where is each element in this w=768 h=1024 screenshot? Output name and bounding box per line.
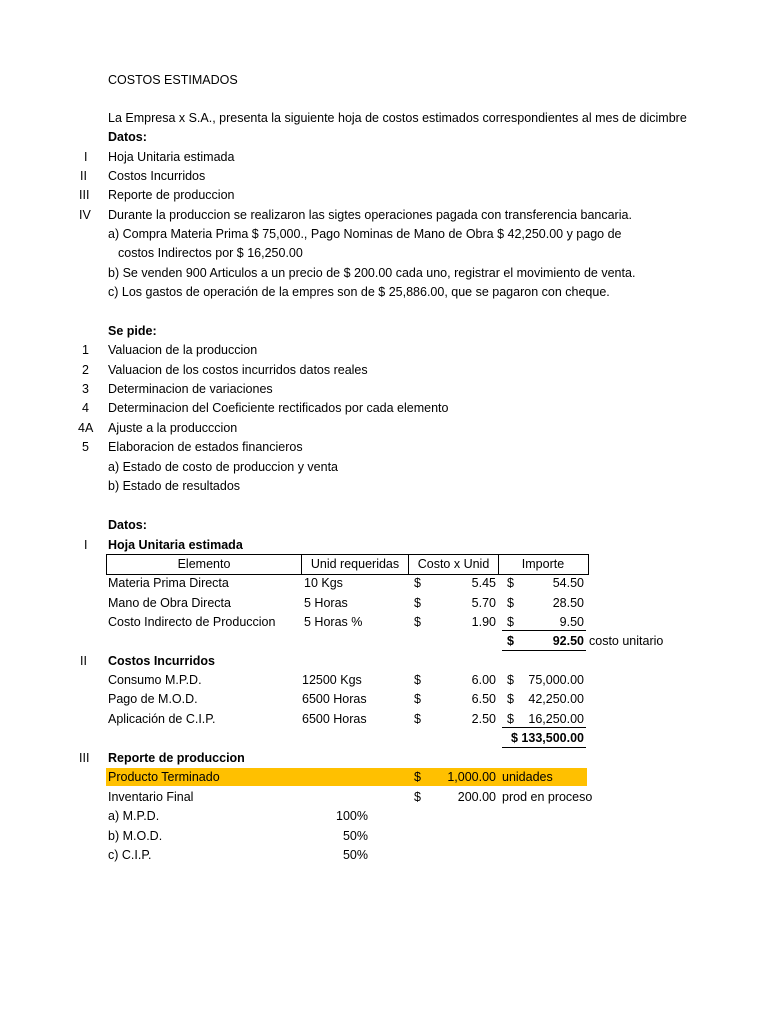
table-row-costo: 6.50 (471, 692, 496, 706)
table-row-importe: 42,250.00 (528, 692, 584, 706)
table-row-costo: 5.45 (471, 576, 496, 590)
table-row-importe: 28.50 (552, 596, 584, 610)
operation-b: b) Se venden 900 Articulos a un precio de $ 200.00 cada uno, registrar el movimiento de venta. (108, 266, 636, 280)
pct-value: 50% (342, 848, 368, 862)
section3-heading: Reporte de produccion (108, 751, 245, 765)
table-row-unid: 6500 Horas (302, 692, 367, 706)
operation-c: c) Los gastos de operación de la empres son de $ 25,886.00, que se pagaron con cheque. (108, 285, 610, 299)
currency-symbol: $ (507, 712, 514, 726)
producto-terminado-value: 1,000.00 (447, 770, 496, 784)
se-pide-item-1: Valuacion de la produccion (108, 343, 258, 357)
inventario-final-value: 200.00 (457, 790, 496, 804)
intro-text: La Empresa x S.A., presenta la siguiente hoja de costos estimados correspondientes al mes de dicimbre (108, 111, 687, 125)
se-pide-num-4: 4 (82, 401, 89, 415)
table-row-concepto: Consumo M.P.D. (108, 673, 202, 687)
table-row-unid: 5 Horas (304, 596, 348, 610)
se-pide-item-5b: b) Estado de resultados (108, 479, 241, 493)
costos-total: $ 133,500.00 (511, 731, 584, 745)
page-title: COSTOS ESTIMADOS (108, 73, 238, 87)
pct-label: b) M.O.D. (108, 829, 163, 843)
table-row-elemento: Mano de Obra Directa (108, 596, 231, 610)
currency-symbol: $ (414, 790, 421, 804)
se-pide-num-5: 5 (82, 440, 89, 454)
subtotal-underline (502, 727, 586, 728)
table-row-unid: 10 Kgs (304, 576, 343, 590)
pct-value: 50% (342, 829, 368, 843)
table-row-elemento: Costo Indirecto de Produccion (108, 615, 276, 629)
currency-symbol: $ (414, 692, 421, 706)
currency-symbol: $ (507, 615, 514, 629)
operation-a-cont: costos Indirectos por $ 16,250.00 (118, 246, 303, 260)
datos-num-3: III (79, 188, 90, 202)
section1-num: I (84, 538, 88, 552)
se-pide-item-5: Elaboracion de estados financieros (108, 440, 303, 454)
currency-symbol: $ (507, 576, 514, 590)
datos-num-1: I (84, 150, 88, 164)
table-row-concepto: Aplicación de C.I.P. (108, 712, 216, 726)
datos-item-3: Reporte de produccion (108, 188, 235, 202)
table-row-elemento: Materia Prima Directa (108, 576, 229, 590)
table-row-unid: 12500 Kgs (302, 673, 362, 687)
datos-num-2: II (80, 169, 87, 183)
producto-terminado-unit: unidades (502, 770, 553, 784)
table-row-costo: 5.70 (471, 596, 496, 610)
inventario-final-label: Inventario Final (108, 790, 194, 804)
datos2-heading: Datos: (108, 518, 147, 532)
se-pide-num-2: 2 (82, 363, 89, 377)
se-pide-num-4a: 4A (78, 421, 94, 435)
se-pide-heading: Se pide: (108, 324, 157, 338)
se-pide-item-2: Valuacion de los costos incurridos datos reales (108, 363, 368, 377)
currency-symbol: $ (414, 712, 421, 726)
section3-num: III (79, 751, 90, 765)
currency-symbol: $ (507, 673, 514, 687)
operation-a: a) Compra Materia Prima $ 75,000., Pago Nominas de Mano de Obra $ 42,250.00 y pago de (108, 227, 622, 241)
table-row-costo: 1.90 (471, 615, 496, 629)
pct-value: 100% (336, 809, 368, 823)
column-header-costo: Costo x Unid (417, 557, 490, 571)
inventario-final-unit: prod en proceso (502, 790, 593, 804)
table-row-importe: 16,250.00 (528, 712, 584, 726)
se-pide-item-5a: a) Estado de costo de produccion y venta (108, 460, 339, 474)
table-row-costo: 6.00 (471, 673, 496, 687)
datos-item-2: Costos Incurridos (108, 169, 206, 183)
currency-symbol: $ (414, 673, 421, 687)
se-pide-item-3: Determinacion de variaciones (108, 382, 273, 396)
table-row-costo: 2.50 (471, 712, 496, 726)
column-header-elemento: Elemento (177, 557, 231, 571)
se-pide-item-4a: Ajuste a la producccion (108, 421, 238, 435)
se-pide-item-4: Determinacion del Coeficiente rectificados por cada elemento (108, 401, 449, 415)
pct-label: a) M.P.D. (108, 809, 160, 823)
total-underline (502, 650, 586, 651)
section1-heading: Hoja Unitaria estimada (108, 538, 243, 552)
datos-item-1: Hoja Unitaria estimada (108, 150, 235, 164)
pct-label: c) C.I.P. (108, 848, 152, 862)
datos-item-4: Durante la produccion se realizaron las sigtes operaciones pagada con transferencia bancaria. (108, 208, 632, 222)
se-pide-num-3: 3 (82, 382, 89, 396)
currency-symbol: $ (507, 596, 514, 610)
column-header-unid: Unid requeridas (310, 557, 400, 571)
datos-num-4: IV (79, 208, 91, 222)
unit-cost-label: costo unitario (589, 634, 664, 648)
currency-symbol: $ (414, 615, 421, 629)
currency-symbol: $ (507, 634, 514, 648)
producto-terminado-label: Producto Terminado (108, 770, 220, 784)
column-header-importe: Importe (521, 557, 565, 571)
table-row-importe: 54.50 (552, 576, 584, 590)
subtotal-underline (502, 630, 586, 631)
total-underline (502, 747, 586, 748)
datos-heading: Datos: (108, 130, 147, 144)
se-pide-num-1: 1 (82, 343, 89, 357)
unit-cost-total: 92.50 (552, 634, 584, 648)
currency-symbol: $ (414, 770, 421, 784)
table-row-unid: 5 Horas % (304, 615, 363, 629)
table-row-unid: 6500 Horas (302, 712, 367, 726)
currency-symbol: $ (414, 576, 421, 590)
currency-symbol: $ (507, 692, 514, 706)
section2-num: II (80, 654, 87, 668)
section2-heading: Costos Incurridos (108, 654, 215, 668)
table-row-importe: 75,000.00 (528, 673, 584, 687)
currency-symbol: $ (414, 596, 421, 610)
table-row-importe: 9.50 (559, 615, 584, 629)
table-row-concepto: Pago de M.O.D. (108, 692, 198, 706)
